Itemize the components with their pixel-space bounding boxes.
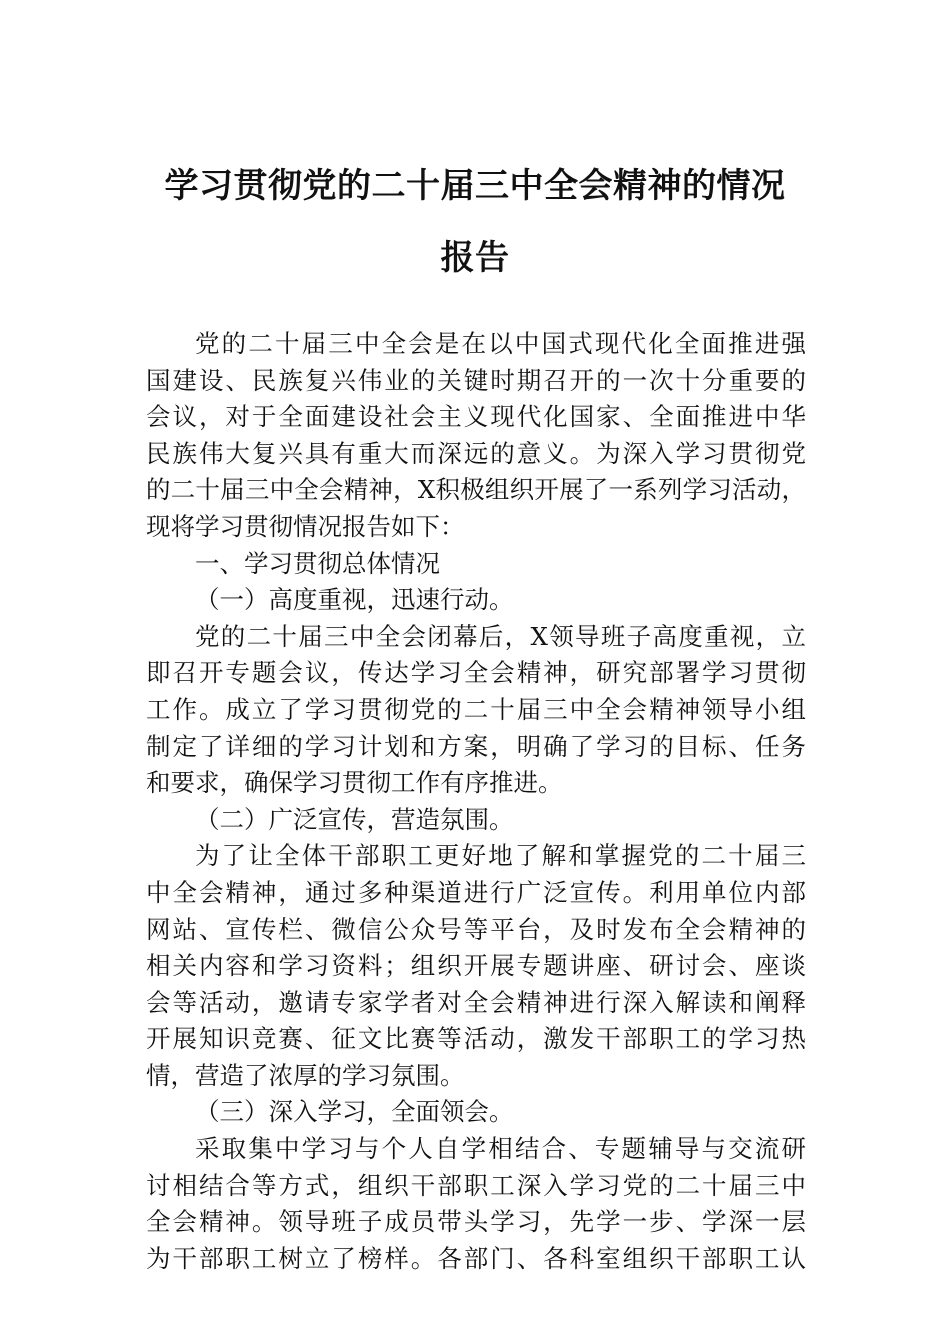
paragraph-line: 网站、宣传栏、微信公众号等平台，及时发布全会精神的: [146, 914, 806, 944]
paragraph-line: 采取集中学习与个人自学相结合、专题辅导与交流研: [195, 1134, 806, 1164]
paragraph-line: 情，营造了浓厚的学习氛围。: [146, 1060, 465, 1090]
paragraph-line: 的二十届三中全会精神，X积极组织开展了一系列学习活动，: [146, 475, 806, 505]
paragraph-line: 中全会精神，通过多种渠道进行广泛宣传。利用单位内部: [146, 877, 806, 907]
paragraph-line: 现将学习贯彻情况报告如下：: [146, 511, 465, 541]
paragraph-line: 制定了详细的学习计划和方案，明确了学习的目标、任务: [146, 731, 806, 761]
paragraph-line: 党的二十届三中全会闭幕后，X领导班子高度重视，立: [195, 621, 806, 651]
paragraph-line: 开展知识竞赛、征文比赛等活动，激发干部职工的学习热: [146, 1024, 806, 1054]
paragraph-line: 和要求，确保学习贯彻工作有序推进。: [146, 768, 563, 798]
subsection-title: 深入学习，全面领会。: [268, 1097, 514, 1127]
paragraph-line: 党的二十届三中全会是在以中国式现代化全面推进强: [195, 329, 806, 358]
document-title-line1: 学习贯彻党的二十届三中全会精神的情况: [164, 166, 786, 206]
paragraph-line: 会等活动，邀请专家学者对全会精神进行深入解读和阐释: [146, 987, 806, 1017]
paragraph-line: 会议，对于全面建设社会主义现代化国家、全面推进中华: [146, 402, 806, 432]
paragraph-line: 为了让全体干部职工更好地了解和掌握党的二十届三: [195, 841, 806, 871]
document-body: [146, 326, 806, 1277]
subsection-number: （三）: [195, 1097, 269, 1127]
document-title-line2: 报告: [440, 238, 510, 278]
paragraph-line: 即召开专题会议，传达学习全会精神，研究部署学习贯彻: [146, 658, 806, 688]
subsection-heading: （二）广泛宣传，营造氛围。: [195, 804, 514, 834]
paragraph-line: 全会精神。领导班子成员带头学习，先学一步、学深一层: [146, 1207, 806, 1237]
paragraph-line: 相关内容和学习资料；组织开展专题讲座、研讨会、座谈: [146, 951, 806, 981]
subsection-heading: [146, 1094, 806, 1131]
subsection-heading: （一）高度重视，迅速行动。: [195, 585, 514, 615]
paragraph-line: 民族伟大复兴具有重大而深远的意义。为深入学习贯彻党: [146, 438, 806, 468]
paragraph-line: 工作。成立了学习贯彻党的二十届三中全会精神领导小组: [146, 694, 806, 724]
paragraph-line: 讨相结合等方式，组织干部职工深入学习党的二十届三中: [146, 1170, 806, 1200]
paragraph-line: 国建设、民族复兴伟业的关键时期召开的一次十分重要的: [146, 365, 806, 395]
section-heading: 一、学习贯彻总体情况: [195, 548, 440, 578]
paragraph-line: 为干部职工树立了榜样。各部门、各科室组织干部职工认: [146, 1243, 806, 1273]
